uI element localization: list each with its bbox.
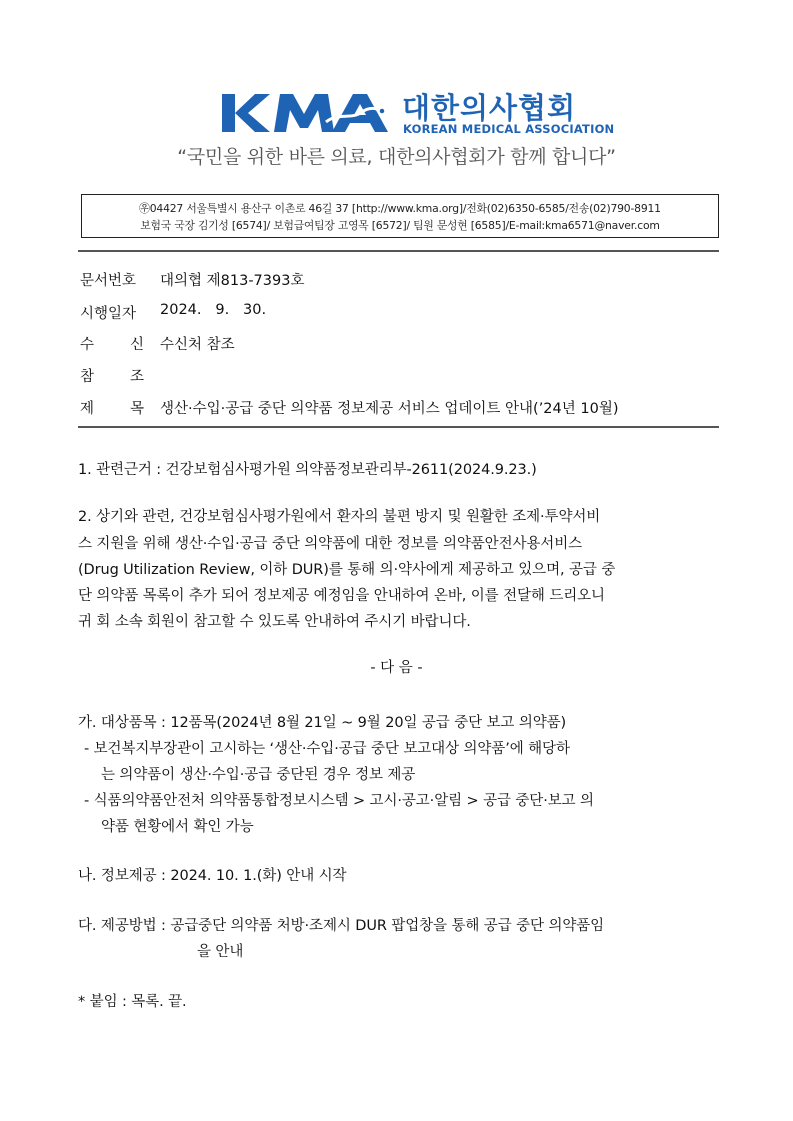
item-ga-bullet-1-line-2: 는 의약품이 생산·수입·공급 중단된 경우 정보 제공 [101, 767, 416, 783]
paragraph-1: 1. 관련근거 : 건강보험심사평가원 의약품정보관리부-2611(2024.9.23.) [78, 462, 537, 478]
subject-value: 생산·수입·공급 중단 의약품 정보제공 서비스 업데이트 안내(’24년 10월) [160, 401, 619, 417]
item-ga: 가. 대상품목 : 12품목(2024년 8월 21일 ~ 9월 20일 공급 중단 보고 의약품) [78, 715, 567, 731]
recipient-label-char-1: 수 [80, 337, 95, 353]
divider-bottom [78, 426, 719, 428]
address-box [81, 194, 719, 238]
reference-label-char-1: 참 [80, 369, 95, 385]
item-ga-bullet-2-line-1: - 식품의약품안전처 의약품통합정보시스템 > 고시·공고·알림 > 공급 중단·보고 의 [84, 793, 594, 809]
item-da-line-2: 을 안내 [197, 944, 244, 960]
attachment-note: * 붙임 : 목록. 끝. [78, 994, 187, 1010]
slogan: “국민을 위한 바른 의료, 대한의사협회가 함께 합니다” [177, 146, 616, 168]
item-ga-bullet-2-line-2: 약품 현황에서 확인 가능 [101, 819, 254, 835]
recipient-value: 수신처 참조 [160, 337, 235, 353]
kma-logo [222, 92, 622, 138]
section-heading-dagum: - 다 음 - [370, 660, 423, 676]
doc-number-value: 대의협 제813-7393호 [160, 273, 305, 289]
address-line-1: ㉾04427 서울특별시 용산구 이촌로 46길 37 [http://www.kma.org]/전화(02)6350-6585/전송(02)790-8911 [139, 202, 661, 215]
divider-top [78, 250, 719, 252]
item-na: 나. 정보제공 : 2024. 10. 1.(화) 안내 시작 [78, 868, 347, 884]
item-da-line-1: 다. 제공방법 : 공급중단 의약품 처방·조제시 DUR 팝업창을 통해 공급 중단 의약품임 [78, 918, 605, 934]
recipient-label-char-2: 신 [129, 337, 144, 353]
reference-label-char-2: 조 [129, 369, 144, 385]
doc-number-label: 문서번호 [80, 273, 137, 289]
org-name-english: KOREAN MEDICAL ASSOCIATION [403, 122, 615, 136]
subject-label-char-1: 제 [80, 401, 95, 417]
address-line-2: 보험국 국장 김기성 [6574]/ 보험급여팀장 고영목 [6572]/ 팀원 문성현 [6585]/E-mail:kma6571@naver.com [140, 219, 660, 232]
date-value: 2024. 9. 30. [160, 302, 267, 318]
paragraph-2-line-2: 스 지원을 위해 생산·수입·공급 중단 의약품에 대한 정보를 의약품안전사용서비스 [78, 536, 583, 552]
item-ga-bullet-1-line-1: - 보건복지부장관이 고시하는 ‘생산·수입·공급 중단 보고대상 의약품’에 해당하 [84, 741, 570, 757]
subject-label-char-2: 목 [129, 401, 144, 417]
recipient-label [80, 333, 144, 354]
subject-label [80, 397, 144, 418]
paragraph-2-line-1: 2. 상기와 관련, 건강보험심사평가원에서 환자의 불편 방지 및 원활한 조제·투약서비 [78, 509, 601, 525]
paragraph-2-line-3: (Drug Utilization Review, 이하 DUR)를 통해 의·약사에게 제공하고 있으며, 공급 중 [78, 562, 616, 578]
paragraph-2-line-4: 단 의약품 목록이 추가 되어 정보제공 예정임을 안내하여 온바, 이를 전달해 드리오니 [78, 588, 605, 604]
date-label: 시행일자 [80, 306, 137, 322]
paragraph-2-line-5: 귀 회 소속 회원이 참고할 수 있도록 안내하여 주시기 바랍니다. [78, 614, 471, 630]
org-name-korean: 대한의사협회 [402, 91, 577, 125]
reference-label [80, 365, 144, 386]
